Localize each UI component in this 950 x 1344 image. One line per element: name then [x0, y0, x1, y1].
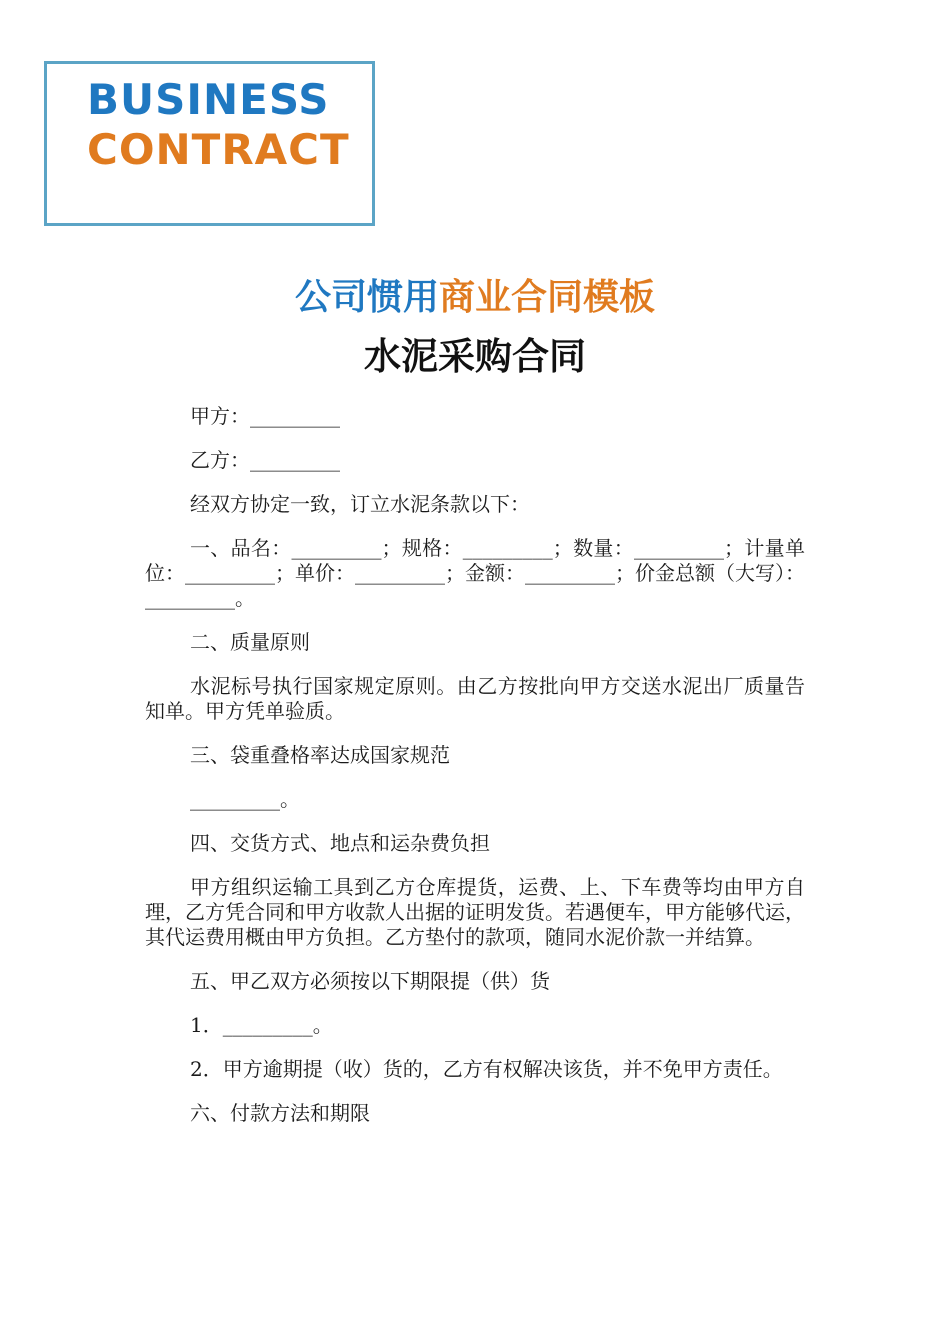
party-b-line: 乙方：_________: [190, 448, 340, 472]
business-contract-logo: [44, 61, 375, 226]
logo-line-business: BUSINESS: [87, 75, 330, 124]
clause-6-heading: 六、付款方法和期限: [190, 1101, 370, 1125]
clause-4-body: 甲方组织运输工具到乙方仓库提货，运费、上、下车费等均由甲方自理，乙方凭合同和甲方收款人出据的证明发货。若遇便车，甲方能够代运，其代运费用概由甲方负担。乙方垫付的款项，随同水泥价款一并结算。: [145, 875, 805, 949]
clause-5-item-1: 1．_________。: [190, 1013, 333, 1037]
document-body: [145, 404, 805, 1145]
document-title: 水泥采购合同: [364, 335, 586, 378]
clause-2-heading: 二、质量原则: [190, 630, 310, 654]
party-a-line: 甲方：_________: [190, 404, 340, 428]
header-title-orange-part: 商业合同模板: [439, 277, 656, 318]
template-header-title: [0, 276, 950, 320]
clause-4-heading: 四、交货方式、地点和运杂费负担: [190, 831, 490, 855]
clause-2-body: 水泥标号执行国家规定原则。由乙方按批向甲方交送水泥出厂质量告知单。甲方凭单验质。: [145, 674, 805, 723]
clause-3-body: _________。: [190, 787, 300, 811]
logo-line-contract: CONTRACT: [87, 125, 350, 174]
header-title-blue-part: 公司惯用: [294, 277, 439, 318]
intro-paragraph: 经双方协定一致，订立水泥条款以下：: [190, 492, 530, 516]
clause-3-heading: 三、袋重叠格率达成国家规范: [190, 743, 450, 767]
clause-5-item-2: 2．甲方逾期提（收）货的，乙方有权解决该货，并不免甲方责任。: [190, 1057, 783, 1081]
clause-1-product: 一、品名：_________；规格：_________；数量：_________；计量单位：_________；单价：_________；金额：_________；价金总额（大写）：_________。: [145, 536, 805, 610]
clause-5-heading: 五、甲乙双方必须按以下期限提（供）货: [190, 969, 550, 993]
